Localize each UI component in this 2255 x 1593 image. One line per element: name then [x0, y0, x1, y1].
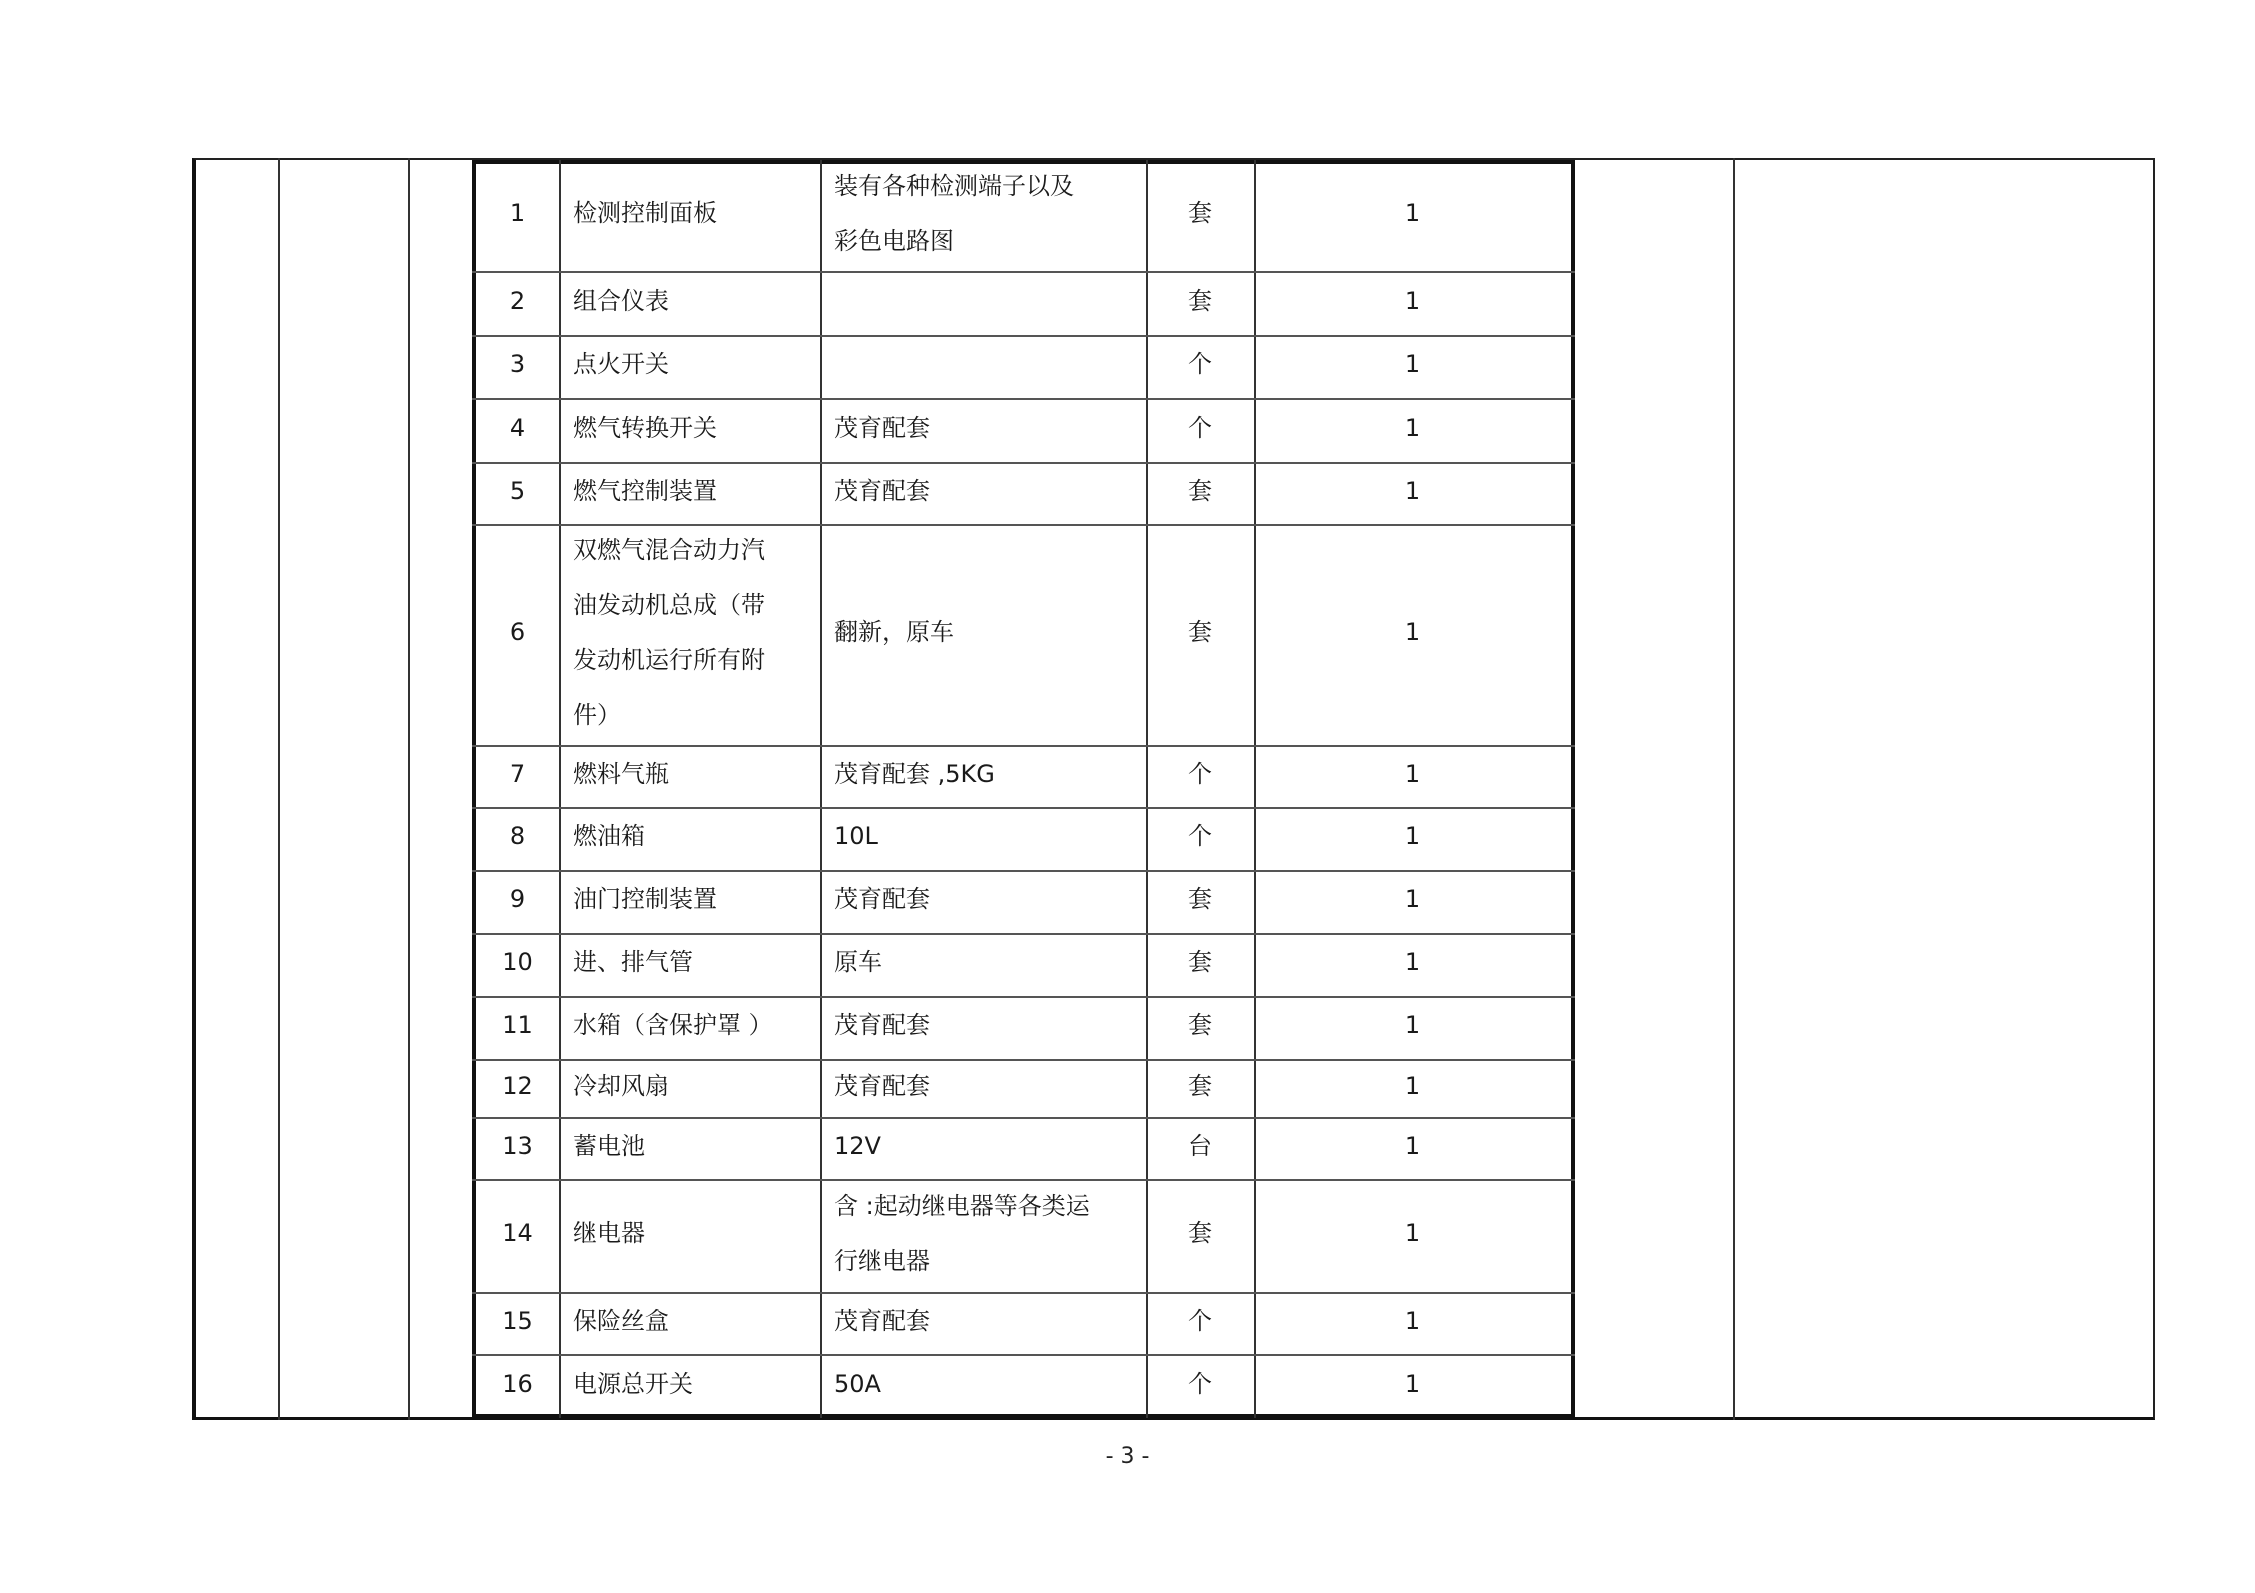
- name-line: 冷却风扇: [573, 1072, 669, 1100]
- spec-line: 12V: [834, 1132, 881, 1160]
- cell-no: 6: [509, 618, 526, 646]
- cell-no: 3: [509, 350, 526, 378]
- spec-line: 翻新，原车: [834, 618, 954, 646]
- cell-unit: 套: [1188, 885, 1212, 913]
- spec-line: 彩色电路图: [834, 227, 954, 255]
- cell-qty: 1: [1404, 885, 1421, 913]
- name-line: 油门控制装置: [573, 885, 717, 913]
- cell-name: [573, 809, 820, 864]
- cell-spec: [834, 1059, 1146, 1114]
- column-divider: [820, 160, 822, 1418]
- cell-name: [573, 1059, 820, 1114]
- cell-spec: [834, 935, 1146, 990]
- outer-column-divider: [1733, 158, 1735, 1420]
- spec-line: 10L: [834, 822, 878, 850]
- name-line: 继电器: [573, 1219, 645, 1247]
- cell-no: 12: [502, 1072, 533, 1100]
- cell-no: 8: [509, 822, 526, 850]
- cell-no: 9: [509, 885, 526, 913]
- name-line: 保险丝盒: [573, 1307, 669, 1335]
- cell-spec: [834, 159, 1146, 269]
- cell-unit: 套: [1188, 477, 1212, 505]
- cell-name: [573, 401, 820, 456]
- cell-qty: 1: [1404, 822, 1421, 850]
- cell-qty: 1: [1404, 1219, 1421, 1247]
- cell-unit: 个: [1188, 350, 1212, 378]
- cell-qty: 1: [1404, 618, 1421, 646]
- cell-name: [573, 274, 820, 329]
- cell-spec: [834, 747, 1146, 802]
- cell-no: 5: [509, 477, 526, 505]
- cell-spec: [834, 1119, 1146, 1174]
- cell-no: 2: [509, 287, 526, 315]
- cell-qty: 1: [1404, 1072, 1421, 1100]
- cell-no: 7: [509, 760, 526, 788]
- cell-name: [573, 186, 820, 241]
- cell-spec: [834, 809, 1146, 864]
- cell-spec: [834, 1357, 1146, 1412]
- cell-unit: 套: [1188, 1011, 1212, 1039]
- name-line: 燃气控制装置: [573, 477, 717, 505]
- name-line: 油发动机总成（带: [573, 591, 765, 619]
- cell-spec: [834, 1179, 1146, 1289]
- cell-unit: 个: [1188, 760, 1212, 788]
- cell-name: [573, 1357, 820, 1412]
- cell-no: 15: [502, 1307, 533, 1335]
- cell-name: [573, 872, 820, 927]
- cell-no: 4: [509, 414, 526, 442]
- cell-qty: 1: [1404, 414, 1421, 442]
- name-line: 组合仪表: [573, 287, 669, 315]
- name-line: 点火开关: [573, 350, 669, 378]
- spec-line: 茂育配套: [834, 885, 930, 913]
- cell-unit: 套: [1188, 618, 1212, 646]
- cell-spec: [834, 998, 1146, 1053]
- spec-line: 装有各种检测端子以及: [834, 172, 1074, 200]
- cell-qty: 1: [1404, 1370, 1421, 1398]
- cell-no: 1: [509, 199, 526, 227]
- name-line: 蓄电池: [573, 1132, 645, 1160]
- cell-qty: 1: [1404, 287, 1421, 315]
- spec-line: 茂育配套 ,5KG: [834, 760, 995, 788]
- name-line: 燃料气瓶: [573, 760, 669, 788]
- cell-unit: 套: [1188, 1072, 1212, 1100]
- cell-name: [573, 998, 820, 1053]
- cell-unit: 套: [1188, 1219, 1212, 1247]
- cell-name: [573, 747, 820, 802]
- cell-qty: 1: [1404, 1011, 1421, 1039]
- spec-line: 原车: [834, 948, 882, 976]
- cell-name: [573, 337, 820, 392]
- cell-qty: 1: [1404, 760, 1421, 788]
- cell-spec: [834, 401, 1146, 456]
- spec-line: 茂育配套: [834, 1072, 930, 1100]
- cell-name: [573, 464, 820, 519]
- spec-line: 茂育配套: [834, 414, 930, 442]
- name-line: 发动机运行所有附: [573, 646, 765, 674]
- cell-unit: 个: [1188, 1307, 1212, 1335]
- spec-line: 含 :起动继电器等各类运: [834, 1192, 1090, 1220]
- spec-line: 茂育配套: [834, 1307, 930, 1335]
- cell-spec: [834, 605, 1146, 660]
- cell-no: 16: [502, 1370, 533, 1398]
- name-line: 检测控制面板: [573, 199, 717, 227]
- cell-qty: 1: [1404, 199, 1421, 227]
- cell-unit: 个: [1188, 414, 1212, 442]
- cell-no: 14: [502, 1219, 533, 1247]
- name-line: 双燃气混合动力汽: [573, 536, 765, 564]
- cell-unit: 个: [1188, 822, 1212, 850]
- page-number: - 3 -: [1105, 1444, 1150, 1469]
- cell-name: [573, 935, 820, 990]
- cell-no: 10: [502, 948, 533, 976]
- cell-qty: 1: [1404, 1307, 1421, 1335]
- name-line: 进、排气管: [573, 948, 693, 976]
- cell-qty: 1: [1404, 1132, 1421, 1160]
- cell-name: [573, 1294, 820, 1349]
- cell-unit: 套: [1188, 948, 1212, 976]
- cell-unit: 套: [1188, 287, 1212, 315]
- cell-unit: 套: [1188, 199, 1212, 227]
- spec-line: 茂育配套: [834, 477, 930, 505]
- spec-line: 茂育配套: [834, 1011, 930, 1039]
- cell-spec: [834, 464, 1146, 519]
- name-line: 件）: [573, 701, 621, 729]
- cell-name: [573, 1119, 820, 1174]
- cell-no: 11: [502, 1011, 533, 1039]
- name-line: 水箱（含保护罩 ）: [573, 1011, 773, 1039]
- name-line: 燃气转换开关: [573, 414, 717, 442]
- cell-unit: 个: [1188, 1370, 1212, 1398]
- cell-no: 13: [502, 1132, 533, 1160]
- spec-line: 行继电器: [834, 1247, 930, 1275]
- cell-qty: 1: [1404, 948, 1421, 976]
- outer-column-divider: [278, 158, 280, 1420]
- outer-column-divider: [408, 158, 410, 1420]
- cell-spec: [834, 1294, 1146, 1349]
- cell-qty: 1: [1404, 477, 1421, 505]
- name-line: 电源总开关: [573, 1370, 693, 1398]
- cell-spec: [834, 872, 1146, 927]
- cell-name: [573, 1206, 820, 1261]
- name-line: 燃油箱: [573, 822, 645, 850]
- spec-line: 50A: [834, 1370, 881, 1398]
- cell-unit: 台: [1188, 1132, 1212, 1160]
- cell-qty: 1: [1404, 350, 1421, 378]
- column-divider: [559, 160, 561, 1418]
- cell-name: [573, 523, 820, 743]
